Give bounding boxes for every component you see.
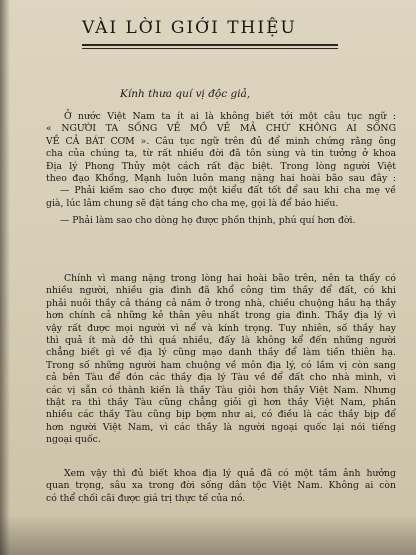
text-line: cha của chúng ta, từ rất nhiều đời đã tôn sùng và tin tưởng ở khoa <box>46 148 396 160</box>
text-line: Trong số những người ham chuộng về môn địa lý, có lắm vị còn sang <box>46 359 396 371</box>
text-line: các vị sẵn có thành kiến là thầy Tàu giỏi hơn thầy Việt Nam. Nhưng <box>46 384 396 396</box>
page-edge-shadow <box>0 0 10 555</box>
text-line: chẳng biết gì về địa lý cũng mạo danh thầy để làm tiền thiên hạ. <box>46 347 396 359</box>
text-line: VỀ CẢ BÁT CƠM ». Câu tục ngữ trên đủ để minh chứng rằng ông <box>46 135 396 147</box>
text-line: nhiều các thầy Tàu cũng bịp bợm như ai, có điều là các thầy bịp để <box>46 409 396 421</box>
text-line: hơn chính cả những kẻ thân yêu nhất trong gia đình. Thầy địa lý vì <box>46 310 396 322</box>
text-line: Xem vậy thì đủ biết khoa địa lý quả đã có một tầm ảnh hưởng <box>64 468 396 479</box>
text-line: Chính vì mang nặng trong lòng hai hoài bão trên, nên ta thấy có <box>64 273 396 284</box>
page-title: VÀI LỜI GIỚI THIỆU <box>82 18 297 38</box>
greeting: Kính thưa quí vị độc giả, <box>120 88 251 100</box>
text-line: theo đạo Khổng, Mạnh luôn luôn mang nặng hai hoài bão sau đây : <box>46 173 396 185</box>
title-underline <box>82 44 338 49</box>
text-line: vậy rất được mọi người vì nể và kính trọng. Tuy nhiên, số thầy hay <box>46 322 396 334</box>
paragraph-conclusion <box>46 468 396 505</box>
paragraph-intro <box>46 111 396 210</box>
text-line: Ở nước Việt Nam ta ít ai là không biết tới một câu tục ngữ : <box>64 111 396 122</box>
text-line: nhiều người, nhiều gia đình đã khổ công tìm thầy để đất, có khi <box>46 285 396 297</box>
text-line: thì quả ít mà dở thì quá nhiều, đấy là không kể đến những người <box>46 335 396 347</box>
text-line: hơn người Việt Nam, vì các thầy là người ngoại quốc lại nói tiếng <box>46 421 396 433</box>
text-line: có thể chối cãi được giá trị thực tế của nó. <box>46 492 246 504</box>
page-bottom-shadow <box>0 515 416 555</box>
text-line: Địa lý Phong Thủy một cách rất đặc biệt. Trong lòng người Việt <box>46 160 396 172</box>
paragraph-wish <box>46 215 396 227</box>
text-line: quan trọng, sâu xa trong đời sống dân tộc Việt Nam. Không ai còn <box>46 480 396 492</box>
text-line: cả bên Tàu để đón các thầy địa lý Tàu về để đất cho nhà mình, vì <box>46 372 396 384</box>
text-line: « NGƯỜI TA SỐNG VỀ MỒ VỀ MẢ CHỨ KHÔNG AI SỐNG <box>46 123 396 135</box>
text-line: ngoại quốc. <box>46 434 101 446</box>
text-line: — Phải kiếm sao cho được một kiểu đất tốt để sau khi cha mẹ về <box>60 185 396 197</box>
text-line: già, lúc lâm chung sẽ đặt táng cho cha mẹ, gọi là để báo hiếu. <box>46 197 339 209</box>
text-line: — Phải làm sao cho dòng họ được phồn thịnh, phú quí hơn đời. <box>60 215 356 226</box>
text-line: phải nuôi thầy cả tháng cả năm ở trong nhà, chiều chuộng hầu hạ thầy <box>46 297 396 309</box>
text-line: thật ra thì thầy Tàu cũng chẳng giỏi gì hơn thầy Việt Nam, phần <box>46 397 396 409</box>
paragraph-body <box>46 273 396 447</box>
